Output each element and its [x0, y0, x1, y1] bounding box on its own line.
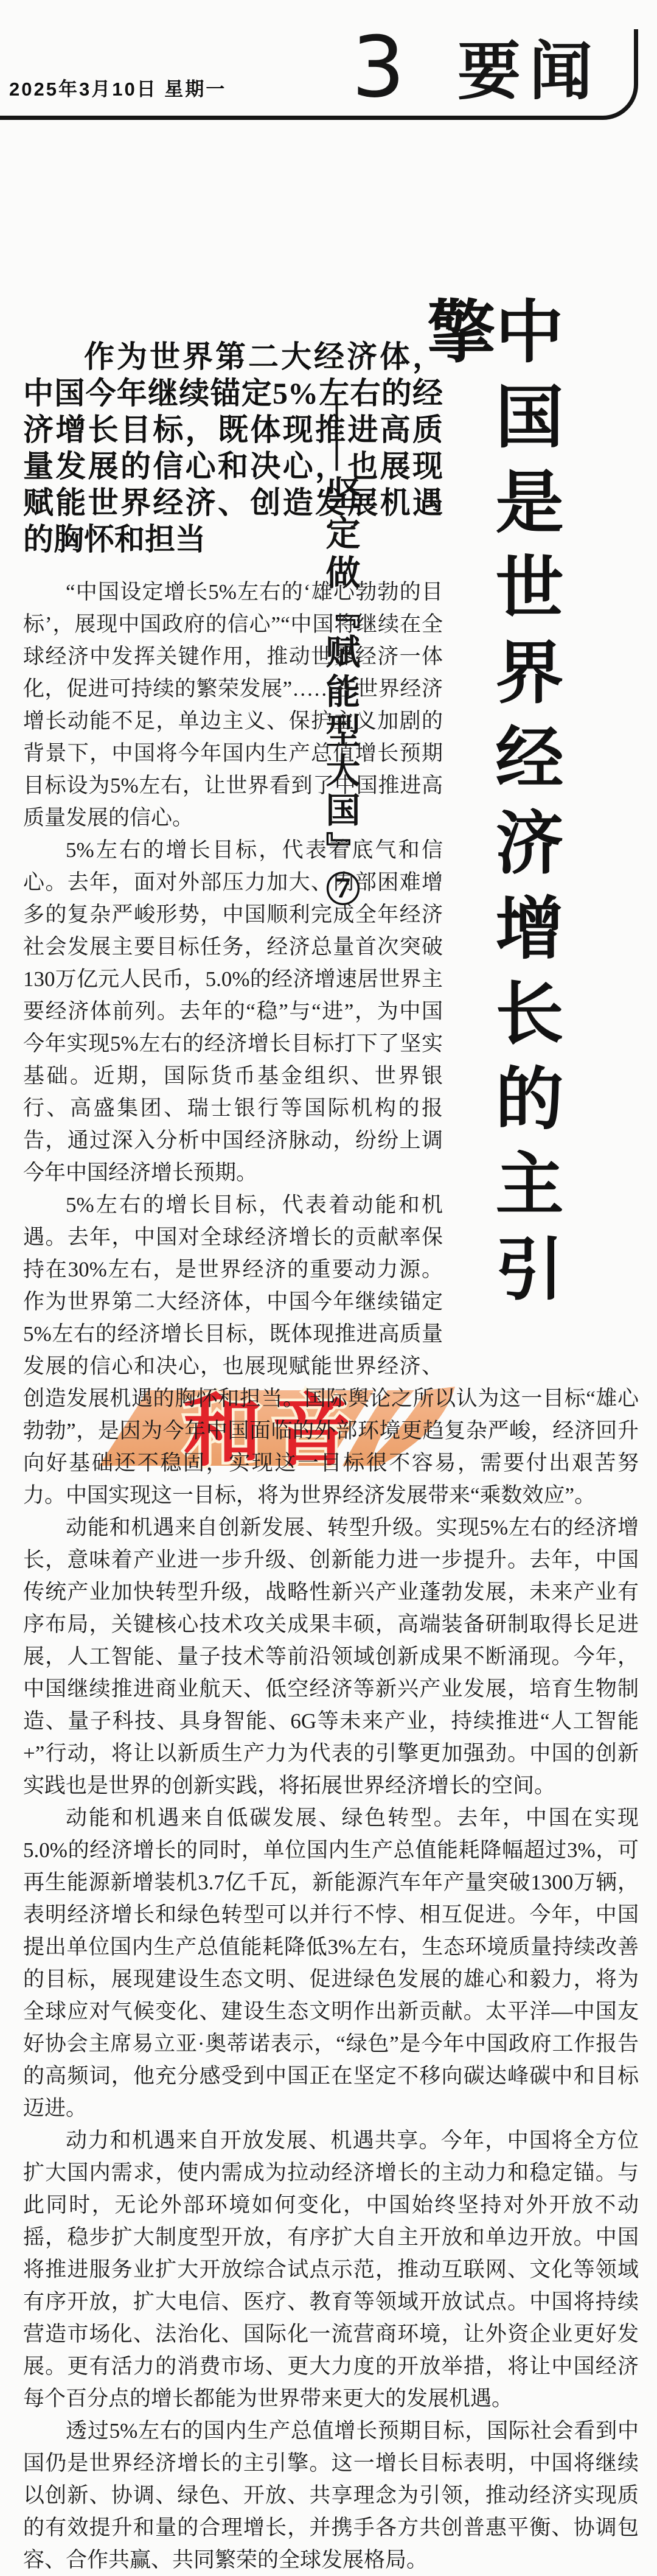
article-paragraph: 透过5%左右的国内生产总值增长预期目标，国际社会看到中国仍是世界经济增长的主引擎。这一增长目标表明，中国将继续以创新、协调、绿色、开放、共享理念为引领，推动经济实现质的有效提升和量的合理增长，并携手各方共创普惠平衡、协调包容、合作共赢、共同繁荣的全球发展格局。 — [23, 2419, 639, 2572]
article-paragraph: 5%左右的增长目标，代表着动能和机遇。去年，中国对全球经济增长的贡献率保持在30%左右，是世界经济的重要动力源。作为世界第二大经济体，中国今年继续锚定5%左右的经济增长目标，既体现推进高质量发展的信心和决心，也展现赋能世界经济、创造发展机遇的胸怀和担当。国际舆论之所以认为这一目标“雄心勃勃”，是因为今年中国面临的外部环境更趋复杂严峻，经济回升向好基础还不稳固，实现这一目标很不容易，需要付出艰苦努力。中国实现这一目标，将为世界经济发展带来“乘数效应”。 — [23, 1193, 639, 1507]
article-paragraph: 5%左右的增长目标，代表着底气和信心。去年，面对外部压力加大、内部困难增多的复杂严峻形势，中国顺利完成全年经济社会发展主要目标任务，经济总量首次突破130万亿元人民币，5.0%的经济增速居世界主要经济体前列。去年的“稳”与“进”，为中国今年实现5%左右的经济增长目标打下了坚实基础。近期，国际货币基金组织、世界银行、高盛集团、瑞士银行等国际机构的报告，通过深入分析中国经济脉动，纷纷上调今年中国经济增长预期。 — [23, 838, 443, 1185]
vertical-headline: 中国是世界经济增长的主引擎 — [417, 296, 562, 1318]
article-paragraph: 动能和机遇来自低碳发展、绿色转型。去年，中国在实现5.0%的经济增长的同时，单位国内生产总值能耗降幅超过3%，可再生能源新增装机3.7亿千瓦，新能源汽车年产量突破1300万辆，表明经济增长和绿色转型可以并行不悖、相互促进。今年，中国提出单位国内生产总值能耗降低3%左右，生态环境质量持续改善的目标，展现建设生态文明、促进绿色发展的雄心和毅力，将为全球应对气候变化、建设生态文明作出新贡献。太平洋—中国友好协会主席易立亚·奥蒂诺表示，“绿色”是今年中国政府工作报告的高频词，他充分感受到中国正在坚定不移向碳达峰碳中和目标迈进。 — [23, 1806, 639, 2120]
section-title: 要闻 — [457, 37, 602, 107]
article-paragraph: 动能和机遇来自创新发展、转型升级。实现5%左右的经济增长，意味着产业进一步升级、创新能力进一步提升。去年，中国传统产业加快转型升级，战略性新兴产业蓬勃发展，未来产业有序布局，关键核心技术攻关成果丰硕，高端装备研制取得长足进展，人工智能、量子技术等前沿领域创新成果不断涌现。今年，中国继续推进商业航天、低空经济等新兴产业发展，培育生物制造、量子科技、具身智能、6G等未来产业，持续推进“人工智能+”行动，将让以新质生产力为代表的引擎更加强劲。中国的创新实践也是世界的创新实践，将拓展世界经济增长的空间。 — [23, 1516, 639, 1797]
headline-block — [320, 180, 639, 1367]
page-number: 3 — [352, 18, 405, 116]
article-paragraph: “中国设定增长5%左右的‘雄心勃勃的目标’，展现中国政府的信心”“中国将继续在全球经济中发挥关键作用，推动世界经济一体化，促进可持续的繁荣发展”……在世界经济增长动能不足，单边主义、保护主义加剧的背景下，中国将今年国内生产总值增长预期目标设为5%左右，让世界看到了中国推进高质量发展的信心。 — [23, 580, 443, 830]
intro-paragraph: 作为世界第二大经济体，中国今年继续锚定5%左右的经济增长目标，既体现推进高质量发展的信心和决心，也展现赋能世界经济、创造发展机遇的胸怀和担当 — [23, 340, 443, 556]
article-paragraph: 动力和机遇来自开放发展、机遇共享。今年，中国将全方位扩大国内需求，使内需成为拉动经济增长的主动力和稳定锚。与此同时，无论外部环境如何变化，中国始终坚持对外开放不动摇，稳步扩大制度型开放，有序扩大自主开放和单边开放。中国将推进服务业扩大开放综合试点示范，推动互联网、文化等领域有序开放，扩大电信、医疗、教育等领域开放试点。中国将持续营造市场化、法治化、国际化一流营商环境，让外资企业更好发展。更有活力的消费市场、更大力度的开放举措，将让中国经济每个百分点的增长都能为世界带来更大的发展机遇。 — [23, 2129, 639, 2410]
vertical-subtitle: ——坚定做『赋能型大国』⑦ — [320, 396, 359, 911]
page-header — [0, 0, 657, 119]
article — [0, 180, 657, 2576]
heyin-logo-text: 和音 — [183, 1387, 361, 1469]
date-text: 2025年3月10日 星期一 — [9, 79, 227, 100]
